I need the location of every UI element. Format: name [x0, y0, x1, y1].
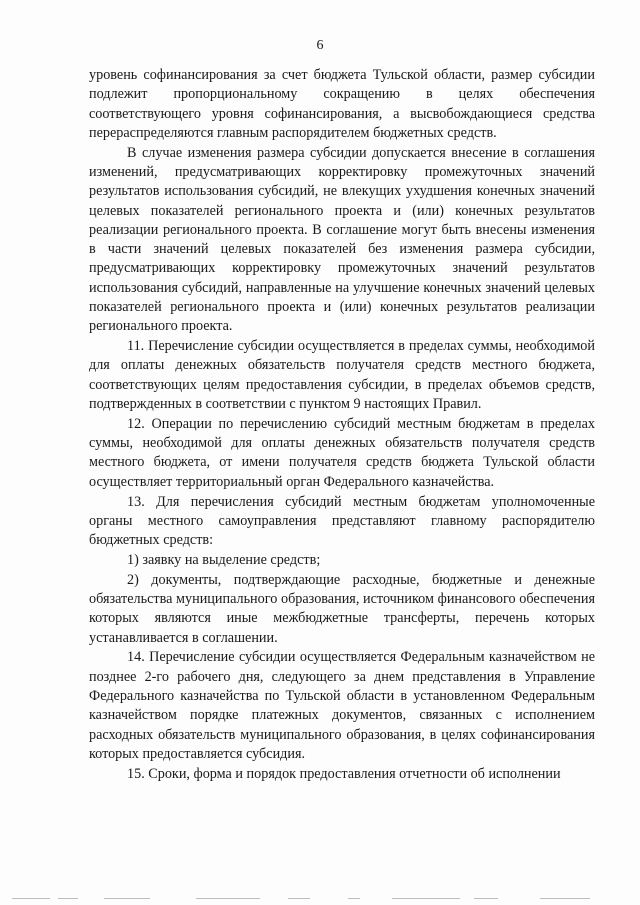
paragraph-item-13-2: 2) документы, подтверждающие расходные, бюджетные и денежные обязательства муниципального образования, источником финансового обеспечения которых являются иные межбюджетные трансферты, перечень которых устанавливается в соглашении. — [89, 571, 595, 646]
paragraph-item-12: 12. Операции по перечислению субсидий местным бюджетам в пределах суммы, необходимой для оплаты денежных обязательств получателя средств местного бюджета, от имени получателя средств бюджета Тульской области осуществляет территориальный орган Федерального казначейства. — [89, 415, 595, 490]
page-number: 6 — [316, 38, 324, 53]
paragraph-item-13-1: 1) заявку на выделение средств; — [127, 551, 321, 568]
paragraph-item-11: 11. Перечисление субсидии осуществляется в пределах суммы, необходимой для оплаты денежных обязательств получателя средств местного бюджета, соответствующих целям предоставления субсидии, в пределах объемов средств, подтвержденных в соответствии с пунктом 9 настоящих Правил. — [89, 338, 595, 413]
document-body — [89, 66, 595, 784]
paragraph-subsidy-change: В случае изменения размера субсидии допускается внесение в соглашения изменений, предусматривающих корректировку промежуточных значений результатов использования субсидий, не влекущих ухудшения конечных значений целевых показателей регионального проекта и (или) конечных результатов реализации регионального проекта. В соглашение могут быть внесены изменения в части значений целевых показателей без изменения размера субсидии, предусматривающих корректировку промежуточных значений результатов использования субсидий, направленные на улучшение конечных значений целевых показателей регионального проекта и (или) конечных результатов реализации регионального проекта. — [89, 144, 595, 335]
scan-edge-artifacts — [0, 883, 640, 905]
paragraph-continuation: уровень софинансирования за счет бюджета Тульской области, размер субсидии подлежит пропорциональному сокращению в целях обеспечения соответствующего уровня софинансирования, а высвобождающиеся средства перераспределяются главным распорядителем бюджетных средств. — [89, 67, 595, 141]
paragraph-item-13: 13. Для перечисления субсидий местным бюджетам уполномоченные органы местного самоуправления представляют главному распорядителю бюджетных средств: — [89, 493, 595, 549]
paragraph-item-14: 14. Перечисление субсидии осуществляется Федеральным казначейством не позднее 2-го рабочего дня, следующего за днем представления в Управление Федерального казначейства по Тульской области в установленном Федеральным казначейством порядке платежных документов, связанных с исполнением расходных обязательств муниципального образования, в целях софинансирования которых предоставляется субсидия. — [89, 649, 595, 762]
paragraph-item-15: 15. Сроки, форма и порядок предоставления отчетности об исполнении — [127, 765, 561, 782]
